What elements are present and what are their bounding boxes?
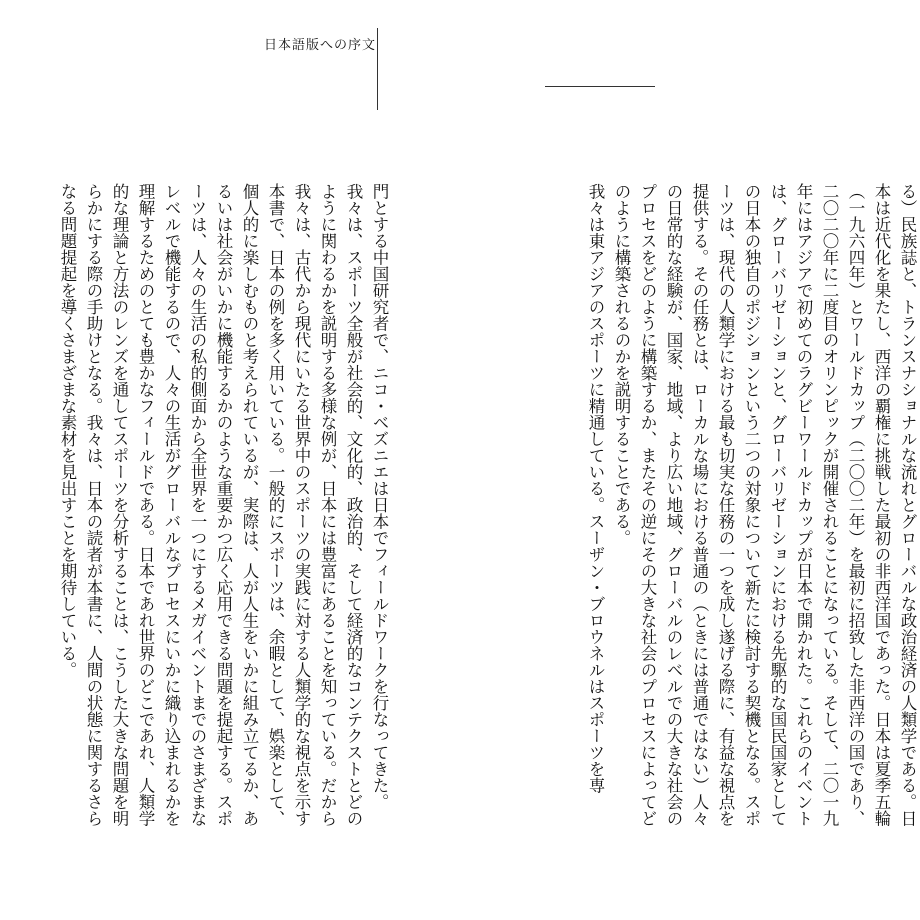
running-head-rule xyxy=(377,28,378,110)
paragraph: 我々は東アジアのスポーツに精通している。スーザン・ブロウネルはスポーツを専 xyxy=(586,183,605,794)
paragraph: 門とする中国研究者で、ニコ・ベズニエは日本でフィールドワークを行なってきた。我々は、スポーツ全般が社会的、文化的、政治的、そして経済的なコンテクストとどのように関わるかを説明する多様な例が、日本には豊富にあることを知っている。だから我々は、古代から現代にいたる世界中のスポーツの実践に対する人類学的な視点を示す本書で、日本の例を多く用いている。一般的にスポーツは、余暇として、娯楽として、個人的に楽しむものと考えられているが、実際は、人が人生をいかに組み立てるか、あるいは社会がいかに機能するかのような重要かつ広く応用できる問題を提起する。スポーツは、人々の生活の私的側面から全世界を一つにするメガイベントまでのさまざまなレベルで機能するので、人々の生活がグローバルなプロセスにいかに織り込まれるかを理解するためのとても豊かなフィールドである。日本であれ世界のどこであれ、人類学的な理論と方法のレンズを通してスポーツを分析することは、こうした大きな問題を明らかにする際の手助けとなる。我々は、日本の読者が本書に、人間の状態に関するさらなる問題提起を導くさまざまな素材を見出すことを期待している。 xyxy=(58,183,389,827)
paragraph: る）民族誌と、トランスナショナルな流れとグローバルな政治経済の人類学である。日本は近代化を果たし、西洋の覇権に挑戦した最初の非西洋国であった。日本は夏季五輪（一九六四年）とワールドカップ（二〇〇二年）を最初に招致した非西洋の国であり、二〇二〇年に二度目のオリンピックが開催されることになっている。そして、二〇一九年にはアジアで初めてのラグビーワールドカップが日本で開かれた。これらのイベントは、グローバリゼーションと、グローバリゼーションにおける先駆的な国民国家としての日本の独自のポジションという二つの対象について新たに検討する契機となる。スポーツは、現代の人類学における最も切実な任務の一つを成し遂げる際に、有益な視点を提供する。その任務とは、ローカルな場における普通の（ときには普通ではない）人々の日常的な経験が、国家、地域、より広い地域、グローバルのレベルでの大きな社会のプロセスをどのように構築するか、またその逆にその大きな社会のプロセスによってどのように構築されるのかを説明することである。 xyxy=(612,183,917,827)
running-head-title: 日本語版への序文 xyxy=(263,38,376,53)
left-page-text xyxy=(0,183,392,833)
title-rule xyxy=(545,86,655,87)
right-page-text xyxy=(586,183,920,833)
